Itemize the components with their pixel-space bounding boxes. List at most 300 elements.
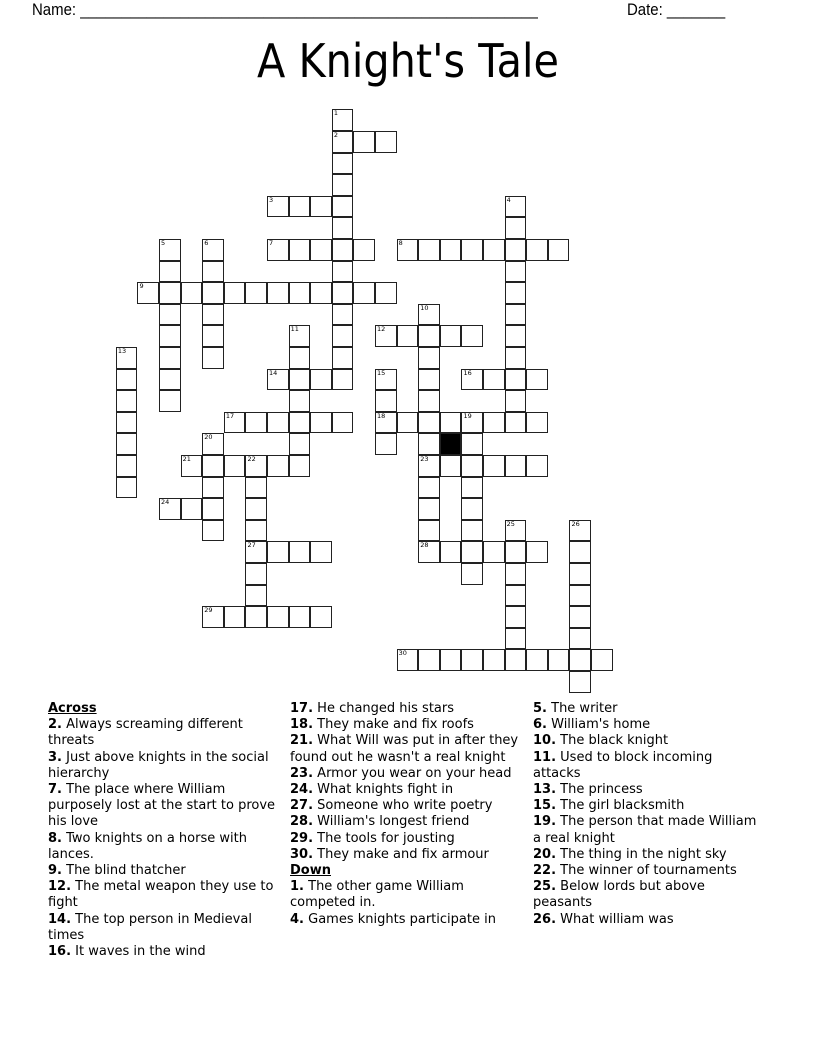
clue-down: [290, 879, 530, 911]
crossword-cell[interactable]: [202, 477, 224, 499]
clue-number: 9.: [48, 863, 62, 879]
crossword-cell[interactable]: [332, 239, 354, 261]
crossword-cell[interactable]: [418, 369, 440, 391]
crossword-cell[interactable]: [267, 412, 289, 434]
crossword-cell[interactable]: [202, 520, 224, 542]
crossword-cell[interactable]: [375, 325, 397, 347]
clue-down: [533, 782, 763, 798]
clue-across: [290, 847, 530, 863]
crossword-cell[interactable]: [289, 412, 311, 434]
crossword-cell[interactable]: [353, 239, 375, 261]
clue-down: [533, 798, 763, 814]
across-heading: Across: [48, 701, 97, 716]
clue-text: William's home: [551, 717, 651, 733]
crossword-cell[interactable]: [137, 282, 159, 304]
crossword-cell[interactable]: [569, 606, 591, 628]
crossword-cell[interactable]: [483, 455, 505, 477]
clue-text: What Will was put in after they found out he wasn't a real knight: [290, 733, 519, 765]
clue-number: 29: [204, 606, 213, 615]
crossword-cell[interactable]: [483, 541, 505, 563]
crossword-cell[interactable]: [505, 217, 527, 239]
crossword-cell[interactable]: [202, 606, 224, 628]
clue-number: 7.: [48, 782, 62, 798]
crossword-cell[interactable]: [202, 498, 224, 520]
crossword-cell[interactable]: [505, 347, 527, 369]
clue-across: [290, 782, 530, 798]
crossword-cell[interactable]: [289, 433, 311, 455]
crossword-cell[interactable]: [505, 520, 527, 542]
clue-number: 24.: [290, 782, 314, 798]
crossword-cell[interactable]: [461, 433, 483, 455]
clue-number: 7: [269, 238, 274, 247]
crossword-cell[interactable]: [289, 369, 311, 391]
crossword-cell[interactable]: [418, 433, 440, 455]
clue-number: 6: [204, 238, 209, 247]
clue-column-1: [48, 701, 280, 960]
clue-text: The winner of tournaments: [560, 863, 737, 879]
clue-down: [533, 847, 763, 863]
clue-number: 10.: [533, 733, 557, 749]
crossword-cell[interactable]: [245, 606, 267, 628]
crossword-cell[interactable]: [505, 239, 527, 261]
crossword-cell[interactable]: [332, 347, 354, 369]
crossword-cell[interactable]: [461, 412, 483, 434]
crossword-cell[interactable]: [289, 239, 311, 261]
crossword-cell[interactable]: [332, 217, 354, 239]
crossword-cell[interactable]: [375, 433, 397, 455]
crossword-cell[interactable]: [526, 239, 548, 261]
crossword-cell[interactable]: [440, 325, 462, 347]
clue-number: 17: [225, 411, 235, 420]
crossword-cell[interactable]: [332, 109, 354, 131]
clue-number: 8.: [48, 830, 62, 846]
clue-number: 22: [247, 454, 256, 463]
crossword-cell[interactable]: [505, 541, 527, 563]
clue-text: It waves in the wind: [75, 944, 206, 960]
clue-across: [48, 717, 280, 749]
clue-number: 30.: [290, 846, 314, 862]
clue-number: 5.: [533, 701, 547, 716]
crossword-cell[interactable]: [289, 606, 311, 628]
crossword-cell[interactable]: [418, 325, 440, 347]
crossword-cell[interactable]: [310, 412, 332, 434]
clue-text: What knights fight in: [317, 782, 454, 798]
clue-number: 28: [420, 541, 429, 550]
crossword-cell[interactable]: [159, 239, 181, 261]
crossword-cell[interactable]: [289, 325, 311, 347]
crossword-cell[interactable]: [505, 585, 527, 607]
crossword-cell[interactable]: [353, 282, 375, 304]
crossword-cell[interactable]: [461, 520, 483, 542]
clue-number: 1.: [290, 879, 304, 895]
crossword-cell[interactable]: [375, 390, 397, 412]
crossword-cell[interactable]: [267, 369, 289, 391]
clue-number: 1: [333, 109, 338, 118]
clue-number: 11: [290, 325, 299, 334]
crossword-cell[interactable]: [332, 131, 354, 153]
crossword-cell[interactable]: [289, 282, 311, 304]
clue-number: 24: [161, 498, 170, 507]
crossword-cell[interactable]: [332, 325, 354, 347]
clue-down: [290, 912, 530, 928]
crossword-cell[interactable]: [310, 541, 332, 563]
crossword-cell[interactable]: [440, 239, 462, 261]
clue-text: The tools for jousting: [317, 830, 455, 846]
clue-text: The girl blacksmith: [560, 798, 685, 814]
clue-number: 21: [182, 454, 191, 463]
crossword-cell[interactable]: [159, 498, 181, 520]
crossword-grid: [117, 110, 637, 710]
clue-text: They make and fix roofs: [317, 717, 474, 733]
clue-number: 10: [420, 303, 429, 312]
clue-number: 6.: [533, 717, 547, 733]
black-cell: [440, 433, 462, 455]
crossword-cell[interactable]: [569, 628, 591, 650]
crossword-cell[interactable]: [505, 325, 527, 347]
crossword-cell[interactable]: [159, 304, 181, 326]
crossword-cell[interactable]: [483, 412, 505, 434]
clue-across: [290, 717, 530, 733]
crossword-cell[interactable]: [245, 498, 267, 520]
clue-down: [533, 879, 763, 911]
clue-text: Just above knights in the social hierarchy: [48, 749, 269, 781]
clue-number: 26: [571, 519, 580, 528]
crossword-cell[interactable]: [505, 390, 527, 412]
crossword-cell[interactable]: [310, 606, 332, 628]
clue-text: The black knight: [560, 733, 669, 749]
clue-number: 19: [463, 411, 472, 420]
crossword-cell[interactable]: [483, 649, 505, 671]
crossword-cell[interactable]: [375, 412, 397, 434]
clue-number: 5: [161, 238, 166, 247]
crossword-cell[interactable]: [202, 239, 224, 261]
page-title: A Knight's Tale: [256, 34, 560, 88]
crossword-cell[interactable]: [440, 412, 462, 434]
clue-text: The blind thatcher: [66, 863, 186, 879]
clue-number: 4.: [290, 911, 304, 927]
clue-text: The other game William competed in.: [290, 879, 464, 911]
crossword-cell[interactable]: [591, 649, 613, 671]
clue-number: 14.: [48, 911, 72, 927]
crossword-cell[interactable]: [353, 131, 375, 153]
crossword-cell[interactable]: [116, 390, 138, 412]
crossword-cell[interactable]: [116, 347, 138, 369]
crossword-cell[interactable]: [440, 455, 462, 477]
clue-text: The metal weapon they use to fight: [48, 879, 274, 911]
crossword-cell[interactable]: [181, 455, 203, 477]
crossword-cell[interactable]: [375, 369, 397, 391]
crossword-cell[interactable]: [224, 412, 246, 434]
crossword-cell[interactable]: [245, 282, 267, 304]
crossword-cell[interactable]: [202, 304, 224, 326]
crossword-cell[interactable]: [224, 455, 246, 477]
clue-down: [533, 912, 763, 928]
down-heading: Down: [290, 863, 331, 879]
clue-number: 28.: [290, 814, 314, 830]
crossword-cell[interactable]: [505, 412, 527, 434]
crossword-cell[interactable]: [289, 541, 311, 563]
crossword-cell[interactable]: [310, 239, 332, 261]
crossword-cell[interactable]: [202, 455, 224, 477]
crossword-cell[interactable]: [245, 455, 267, 477]
crossword-cell[interactable]: [418, 520, 440, 542]
crossword-cell[interactable]: [332, 174, 354, 196]
crossword-cell[interactable]: [569, 585, 591, 607]
crossword-cell[interactable]: [548, 649, 570, 671]
crossword-cell[interactable]: [461, 325, 483, 347]
clue-number: 26.: [533, 911, 557, 927]
clue-down: [533, 701, 763, 717]
crossword-cell[interactable]: [245, 477, 267, 499]
crossword-cell[interactable]: [418, 412, 440, 434]
clue-text: Games knights participate in: [308, 911, 496, 927]
crossword-cell[interactable]: [375, 282, 397, 304]
clue-text: The person that made William a real knight: [533, 814, 757, 846]
clue-number: 12.: [48, 879, 72, 895]
crossword-cell[interactable]: [267, 282, 289, 304]
clue-number: 13.: [533, 782, 557, 798]
crossword-cell[interactable]: [289, 196, 311, 218]
clue-text: The writer: [551, 701, 618, 716]
clue-down: [533, 863, 763, 879]
clue-text: The thing in the night sky: [560, 846, 727, 862]
crossword-cell[interactable]: [202, 347, 224, 369]
clue-number: 12: [377, 325, 386, 334]
crossword-cell[interactable]: [224, 282, 246, 304]
clue-number: 25.: [533, 879, 557, 895]
crossword-cell[interactable]: [289, 455, 311, 477]
crossword-cell[interactable]: [418, 304, 440, 326]
clue-number: 3: [269, 195, 274, 204]
clue-number: 16.: [48, 944, 72, 960]
crossword-cell[interactable]: [267, 239, 289, 261]
clue-down: [533, 750, 763, 782]
crossword-cell[interactable]: [505, 369, 527, 391]
clue-across: [48, 879, 280, 911]
clue-across: [290, 831, 530, 847]
clue-column-3: [533, 701, 763, 928]
clue-number: 14: [269, 368, 278, 377]
crossword-cell[interactable]: [418, 390, 440, 412]
clue-number: 2.: [48, 717, 62, 733]
clue-number: 27.: [290, 798, 314, 814]
clue-number: 27: [247, 541, 256, 550]
clue-text: The top person in Medieval times: [48, 911, 252, 943]
crossword-cell[interactable]: [418, 347, 440, 369]
crossword-cell[interactable]: [116, 369, 138, 391]
crossword-cell[interactable]: [202, 325, 224, 347]
clue-across: [290, 701, 530, 717]
crossword-cell[interactable]: [332, 196, 354, 218]
clue-number: 22.: [533, 863, 557, 879]
crossword-cell[interactable]: [461, 369, 483, 391]
crossword-cell[interactable]: [483, 369, 505, 391]
crossword-cell[interactable]: [116, 433, 138, 455]
clue-number: 3.: [48, 749, 62, 765]
clue-text: The place where William purposely lost at the start to prove his love: [48, 782, 276, 830]
clue-text: Used to block incoming attacks: [533, 749, 713, 781]
clue-number: 9: [139, 282, 144, 291]
crossword-cell[interactable]: [461, 541, 483, 563]
crossword-cell[interactable]: [505, 649, 527, 671]
crossword-cell[interactable]: [245, 412, 267, 434]
crossword-cell[interactable]: [569, 563, 591, 585]
crossword-cell[interactable]: [505, 304, 527, 326]
crossword-cell[interactable]: [116, 477, 138, 499]
clue-number: 13: [117, 346, 127, 355]
crossword-cell[interactable]: [440, 541, 462, 563]
crossword-cell[interactable]: [505, 606, 527, 628]
clue-number: 21.: [290, 733, 314, 749]
clue-number: 18: [377, 411, 386, 420]
crossword-cell[interactable]: [159, 282, 181, 304]
clue-text: Below lords but above peasants: [533, 879, 705, 911]
crossword-cell[interactable]: [310, 196, 332, 218]
crossword-cell[interactable]: [181, 498, 203, 520]
clue-text: William's longest friend: [317, 814, 470, 830]
clue-text: What william was: [560, 911, 674, 927]
clue-number: 15: [377, 368, 386, 377]
crossword-cell[interactable]: [289, 390, 311, 412]
clue-number: 29.: [290, 830, 314, 846]
crossword-cell[interactable]: [526, 412, 548, 434]
clue-text: They make and fix armour: [317, 846, 489, 862]
crossword-cell[interactable]: [267, 606, 289, 628]
crossword-cell[interactable]: [569, 541, 591, 563]
clue-number: 23.: [290, 765, 314, 781]
clue-text: Always screaming different threats: [48, 717, 243, 749]
clue-down: [533, 814, 763, 846]
crossword-cell[interactable]: [526, 455, 548, 477]
clue-number: 23: [420, 454, 429, 463]
crossword-cell[interactable]: [418, 239, 440, 261]
crossword-cell[interactable]: [332, 369, 354, 391]
crossword-cell[interactable]: [332, 282, 354, 304]
clue-across: [48, 782, 280, 831]
clue-number: 30: [398, 649, 407, 658]
clue-text: The princess: [560, 782, 643, 798]
crossword-cell[interactable]: [159, 347, 181, 369]
clue-across: [48, 912, 280, 944]
clue-across: [290, 766, 530, 782]
crossword-cell[interactable]: [461, 455, 483, 477]
crossword-cell[interactable]: [245, 585, 267, 607]
clue-number: 16: [463, 368, 472, 377]
clue-number: 15.: [533, 798, 557, 814]
clue-number: 2: [333, 130, 338, 139]
crossword-cell[interactable]: [418, 649, 440, 671]
crossword-cell[interactable]: [397, 412, 419, 434]
clue-across: [290, 733, 530, 765]
crossword-cell[interactable]: [505, 628, 527, 650]
crossword-cell[interactable]: [483, 239, 505, 261]
crossword-cell[interactable]: [310, 369, 332, 391]
clue-across: [290, 798, 530, 814]
crossword-cell[interactable]: [569, 671, 591, 693]
crossword-cell[interactable]: [418, 477, 440, 499]
crossword-cell[interactable]: [418, 455, 440, 477]
crossword-cell[interactable]: [461, 649, 483, 671]
crossword-cell[interactable]: [440, 649, 462, 671]
crossword-cell[interactable]: [202, 261, 224, 283]
crossword-cell[interactable]: [267, 541, 289, 563]
crossword-cell[interactable]: [116, 455, 138, 477]
clue-number: 25: [506, 519, 515, 528]
crossword-cell[interactable]: [202, 282, 224, 304]
crossword-cell[interactable]: [461, 498, 483, 520]
crossword-cell[interactable]: [159, 325, 181, 347]
crossword-cell[interactable]: [245, 563, 267, 585]
crossword-cell[interactable]: [224, 606, 246, 628]
crossword-cell[interactable]: [548, 239, 570, 261]
crossword-cell[interactable]: [202, 433, 224, 455]
crossword-cell[interactable]: [461, 563, 483, 585]
clue-across: [48, 944, 280, 960]
clue-number: 20: [204, 433, 213, 442]
crossword-cell[interactable]: [332, 153, 354, 175]
crossword-cell[interactable]: [569, 520, 591, 542]
clue-number: 20.: [533, 846, 557, 862]
crossword-cell[interactable]: [159, 369, 181, 391]
clue-text: Two knights on a horse with lances.: [48, 830, 247, 862]
crossword-cell[interactable]: [289, 347, 311, 369]
crossword-cell[interactable]: [332, 304, 354, 326]
clue-number: 8: [398, 238, 403, 247]
crossword-cell[interactable]: [181, 282, 203, 304]
clue-text: He changed his stars: [317, 701, 455, 716]
crossword-cell[interactable]: [245, 520, 267, 542]
crossword-cell[interactable]: [505, 455, 527, 477]
clue-number: 18.: [290, 717, 314, 733]
crossword-cell[interactable]: [505, 282, 527, 304]
crossword-cell[interactable]: [461, 477, 483, 499]
crossword-cell[interactable]: [461, 239, 483, 261]
crossword-cell[interactable]: [397, 649, 419, 671]
clue-across: [290, 814, 530, 830]
crossword-cell[interactable]: [397, 239, 419, 261]
crossword-cell[interactable]: [159, 390, 181, 412]
crossword-cell[interactable]: [267, 455, 289, 477]
clue-number: 19.: [533, 814, 557, 830]
clue-across: [48, 863, 280, 879]
crossword-cell[interactable]: [418, 541, 440, 563]
clue-text: Someone who write poetry: [317, 798, 493, 814]
crossword-cell[interactable]: [310, 282, 332, 304]
clue-across: [48, 750, 280, 782]
crossword-cell[interactable]: [267, 196, 289, 218]
date-field[interactable]: Date: _______: [627, 0, 726, 19]
crossword-cell[interactable]: [526, 649, 548, 671]
crossword-cell[interactable]: [332, 261, 354, 283]
crossword-cell[interactable]: [245, 541, 267, 563]
clue-number: 4: [506, 195, 511, 204]
crossword-cell[interactable]: [159, 261, 181, 283]
crossword-cell[interactable]: [526, 541, 548, 563]
crossword-cell[interactable]: [505, 196, 527, 218]
name-field[interactable]: Name: _______________________________________________________: [32, 0, 538, 19]
crossword-cell[interactable]: [397, 325, 419, 347]
crossword-cell[interactable]: [526, 369, 548, 391]
crossword-cell[interactable]: [505, 563, 527, 585]
crossword-cell[interactable]: [505, 261, 527, 283]
clue-down: [533, 733, 763, 749]
crossword-cell[interactable]: [116, 412, 138, 434]
crossword-cell[interactable]: [332, 412, 354, 434]
crossword-cell[interactable]: [569, 649, 591, 671]
clue-text: Armor you wear on your head: [317, 765, 512, 781]
crossword-cell[interactable]: [418, 498, 440, 520]
crossword-cell[interactable]: [375, 131, 397, 153]
